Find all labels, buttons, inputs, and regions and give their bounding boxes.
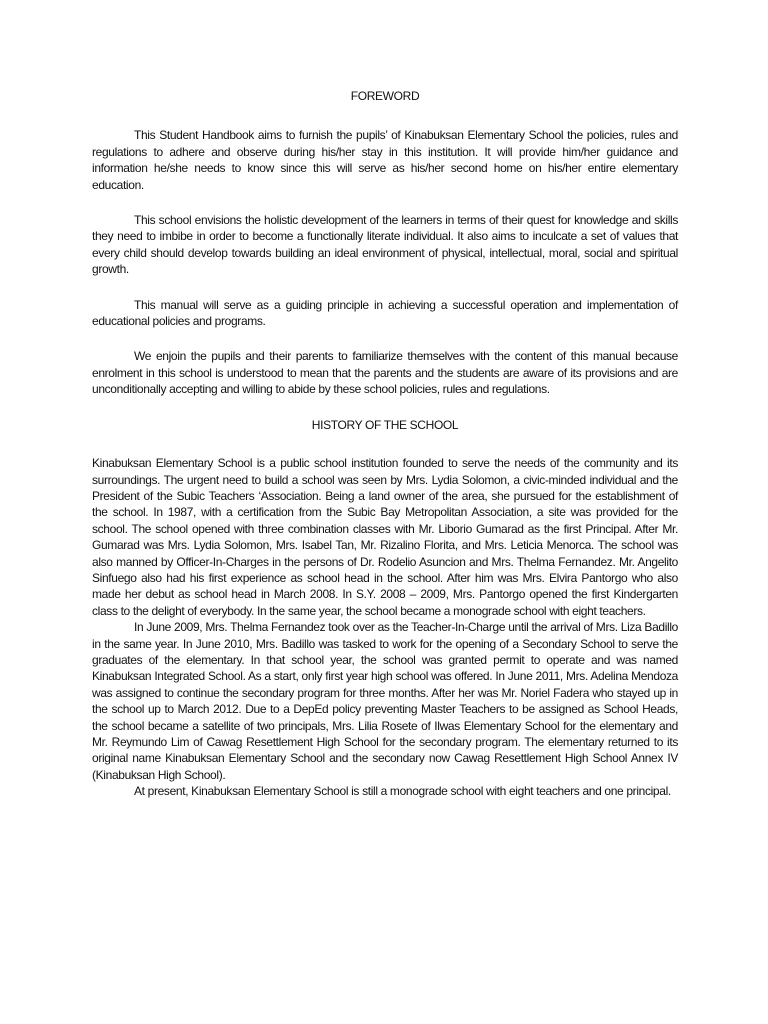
- foreword-paragraph-1: This Student Handbook aims to furnish the pupils’ of Kinabuksan Elementary School the policies, rules and regulations to adhere and observe during his/her stay in this institution. It will provide him/her guidance and information he/she needs to know since this will serve as his/her second home on his/her entire elementary education.: [92, 128, 678, 192]
- foreword-paragraph-4: We enjoin the pupils and their parents to familiarize themselves with the content of this manual because enrolment in this school is understood to mean that the parents and the students are aware of its provisions and are unconditionally accepting and willing to abide by these school policies, rules and regulations.: [92, 349, 678, 397]
- history-paragraph-3: At present, Kinabuksan Elementary School is still a monograde school with eight teachers and one principal.: [134, 784, 671, 799]
- foreword-paragraph-3: This manual will serve as a guiding principle in achieving a successful operation and implementation of educational policies and programs.: [92, 297, 678, 329]
- foreword-heading: FOREWORD: [350, 89, 420, 103]
- history-paragraph-1: Kinabuksan Elementary School is a public school institution founded to serve the needs of the community and its surroundings. The urgent need to build a school was seen by Mrs. Lydia Solomon, a civic-minded individual and the President of the Subic Teachers ‘Association. Being a land owner of the area, she pursued for the establishment of the school. In 1987, with a certification from the Subic Bay Metropolitan Association, a site was provided for the school. The school opened with three combination classes with Mr. Liborio Gumarad as the first Principal. After Mr. Gumarad was Mrs. Lydia Solomon, Mrs. Isabel Tan, Mr. Rizalino Florita, and Mrs. Leticia Menorca. The school was also manned by Officer-In-Charges in the persons of Dr. Rodelio Asuncion and Mrs. Thelma Fernandez. Mr. Angelito Sinfuego also had his first experience as school head in the school. After him was Mrs. Elvira Pantorgo who also made her debut as school head in March 2008. In S.Y. 2008 – 2009, Mrs. Pantorgo opened the first Kindergarten class to the delight of everybody. In the same year, the school became a monograde school with eight teachers.: [92, 456, 678, 618]
- history-heading: HISTORY OF THE SCHOOL: [311, 417, 459, 432]
- document-body: [92, 88, 678, 800]
- history-paragraph-2: In June 2009, Mrs. Thelma Fernandez took over as the Teacher-In-Charge until the arrival of Mrs. Liza Badillo in the same year. In June 2010, Mrs. Badillo was tasked to work for the opening of a Secondary School to serve the graduates of the elementary. In that school year, the school was granted permit to operate and was named Kinabuksan Integrated School. As a start, only first year high school was offered. In June 2011, Mrs. Adelina Mendoza was assigned to continue the secondary program for three months. After her was Mr. Noriel Fadera who stayed up in the school up to March 2012. Due to a DepEd policy preventing Master Teachers to be assigned as School Heads, the school became a satellite of two principals, Mrs. Lilia Rosete of Ilwas Elementary School for the elementary and Mr. Reymundo Lim of Cawag Resettlement High School for the secondary program. The elementary returned to its original name Kinabuksan Elementary School and the secondary now Cawag Resettlement High School Annex IV (Kinabuksan High School).: [92, 620, 678, 782]
- foreword-paragraph-2: This school envisions the holistic development of the learners in terms of their quest for knowledge and skills they need to imbibe in order to become a functionally literate individual. It also aims to inculcate a set of values that every child should develop towards building an ideal environment of physical, intellectual, moral, social and spiritual growth.: [92, 213, 678, 277]
